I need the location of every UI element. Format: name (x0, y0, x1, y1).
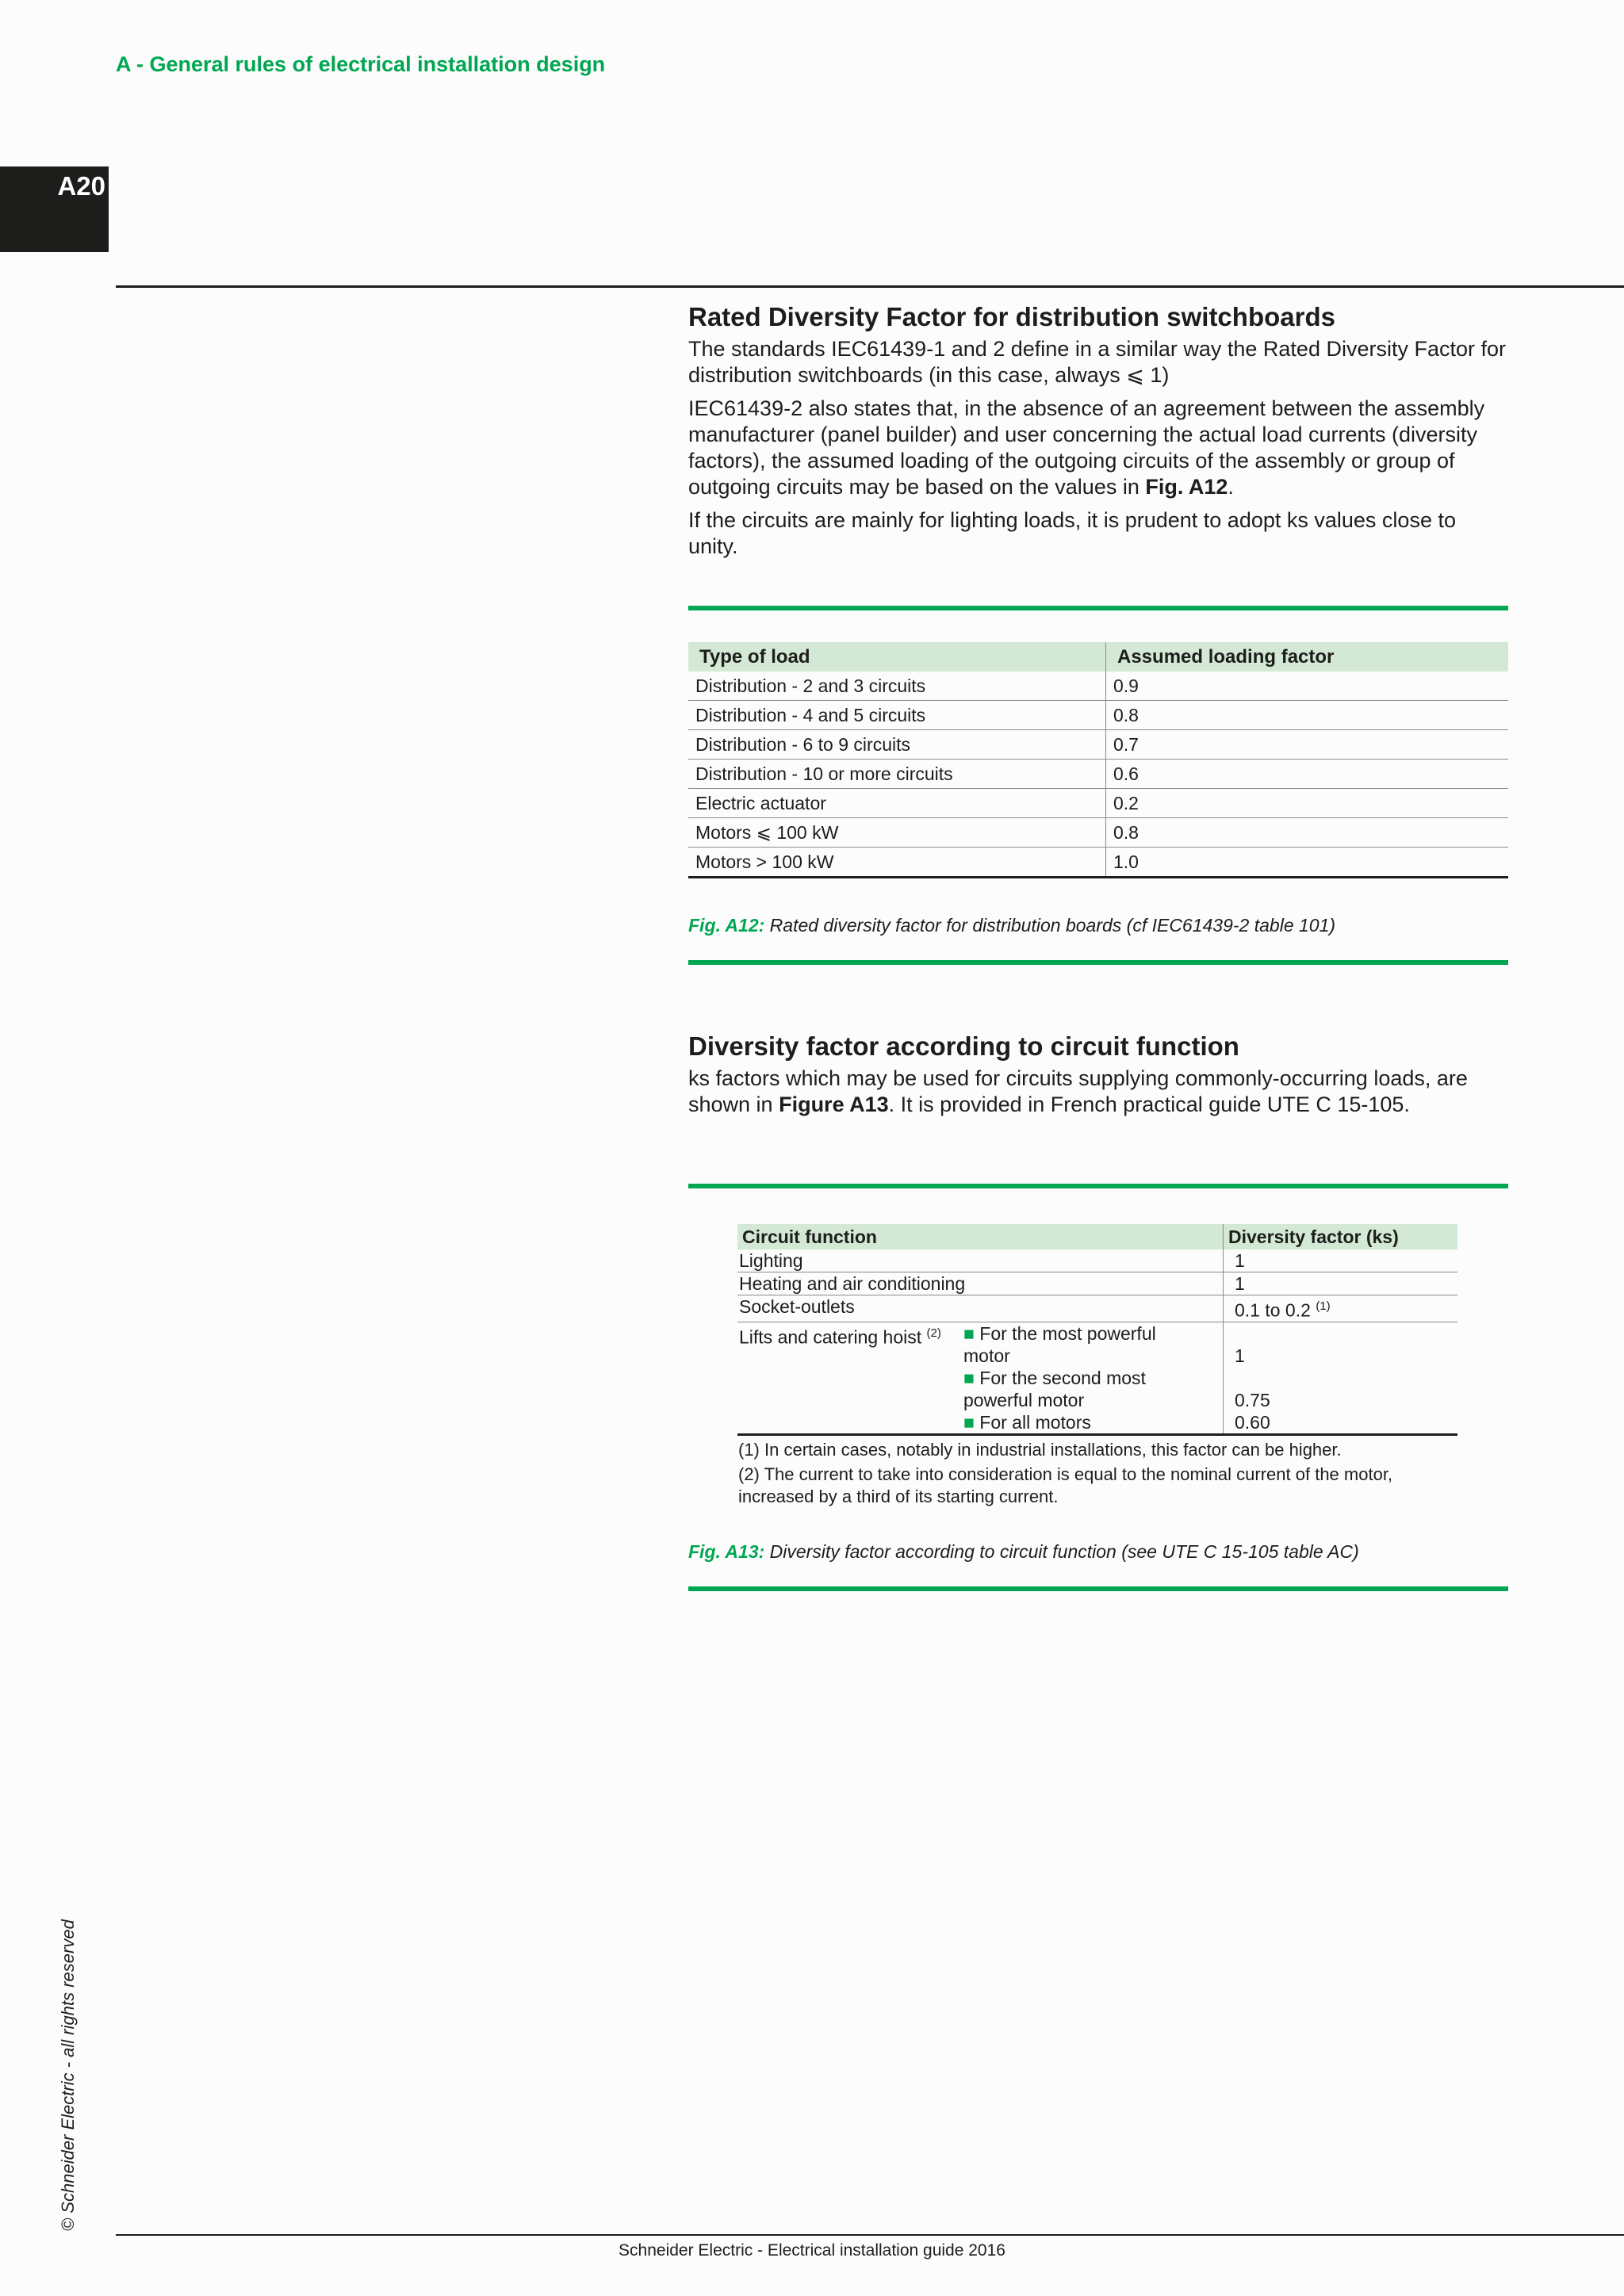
table-header-row (737, 1224, 1457, 1249)
table-row (688, 672, 1508, 701)
copyright-notice: © Schneider Electric - all rights reserved (58, 1919, 78, 2231)
load-type: Distribution - 2 and 3 circuits (688, 672, 1106, 701)
column-header: Circuit function (737, 1224, 1224, 1249)
figure-reference[interactable]: Figure A13 (779, 1093, 889, 1116)
circuit-function: Socket-outlets (737, 1295, 1224, 1322)
loading-factor: 0.2 (1106, 789, 1509, 818)
figure-a12 (688, 606, 1509, 965)
footnote: (2) The current to take into consideration is equal to the nominal current of the motor, increased by a third of its starting current. (738, 1464, 1393, 1506)
diversity-factor: 0.1 to 0.2 $^{(1)}$ (1224, 1295, 1458, 1322)
table-row (688, 818, 1508, 848)
column-header: Type of load (688, 642, 1106, 672)
bullet-icon: ■ (963, 1367, 975, 1388)
section-title: Rated Diversity Factor for distribution switchboards (688, 302, 1335, 331)
table-row (737, 1249, 1457, 1272)
table-header-row (688, 642, 1508, 672)
page-number-tab: A20 (0, 166, 109, 252)
circuit-function: Lifts and catering hoist $^{(2)}$ ■ For the most powerful motor ■ For the second most powerful motor ■ For all motors (737, 1322, 1224, 1434)
figure-top-rule (688, 606, 1508, 610)
load-type: Distribution - 10 or more circuits (688, 760, 1106, 789)
table-row (688, 848, 1508, 878)
table-row (737, 1295, 1457, 1322)
figure-reference[interactable]: Fig. A12 (1145, 475, 1228, 499)
column-header: Diversity factor (ks) (1224, 1224, 1458, 1249)
circuit-function: Heating and air conditioning (737, 1272, 1224, 1295)
figure-bottom-rule (688, 1586, 1508, 1591)
table-row (688, 760, 1508, 789)
loading-factor: 0.8 (1106, 701, 1509, 730)
figure-top-rule (688, 1184, 1508, 1188)
load-type: Electric actuator (688, 789, 1106, 818)
paragraph: If the circuits are mainly for lighting loads, it is prudent to adopt ks values close to unity. (688, 508, 1456, 558)
table-row (688, 701, 1508, 730)
table-row (737, 1272, 1457, 1295)
figure-a13 (688, 1184, 1509, 1591)
paragraph: ks factors which may be used for circuits supplying commonly-occurring loads, are shown in Figure A13. It is provided in French practical guide UTE C 15-105. (688, 1066, 1468, 1116)
bullet-icon: ■ (963, 1411, 975, 1433)
footnote: (1) In certain cases, notably in industrial installations, this factor can be higher. (738, 1439, 1342, 1460)
loading-factor-table (688, 642, 1508, 878)
loading-factor: 1.0 (1106, 848, 1509, 878)
loading-factor: 0.8 (1106, 818, 1509, 848)
table-row (737, 1322, 1457, 1434)
section-circuit-function (688, 1031, 1509, 1125)
loading-factor: 0.7 (1106, 730, 1509, 760)
load-type: Motors ⩽ 100 kW (688, 818, 1106, 848)
load-type: Distribution - 6 to 9 circuits (688, 730, 1106, 760)
column-header: Assumed loading factor (1106, 642, 1509, 672)
paragraph: IEC61439-2 also states that, in the absence of an agreement between the assembly manufacturer (panel builder) and user concerning the actual load currents (diversity factors), the assumed loading of the outgoing circuits of the assembly or group of outgoing circuits may be based on the values in Fig. A12. (688, 396, 1485, 499)
footer-text: Schneider Electric - Electrical installation guide 2016 (619, 2241, 1005, 2260)
circuit-function-table (737, 1224, 1457, 1436)
section-rated-diversity (688, 301, 1509, 567)
figure-caption: Fig. A12: Rated diversity factor for distribution boards (cf IEC61439-2 table 101) (688, 915, 1336, 936)
diversity-factor: 1 (1224, 1272, 1458, 1295)
load-type: Motors > 100 kW (688, 848, 1106, 878)
diversity-factor: 1 (1224, 1249, 1458, 1272)
diversity-factor: 1 0.75 0.60 (1224, 1322, 1458, 1434)
load-type: Distribution - 4 and 5 circuits (688, 701, 1106, 730)
table-row (688, 789, 1508, 818)
paragraph: The standards IEC61439-1 and 2 define in a similar way the Rated Diversity Factor for distribution switchboards (in this case, always ⩽ 1) (688, 337, 1506, 387)
table-notes (738, 1439, 1457, 1508)
header-rule (116, 285, 1624, 288)
figure-bottom-rule (688, 960, 1508, 965)
loading-factor: 0.9 (1106, 672, 1509, 701)
circuit-function: Lighting (737, 1249, 1224, 1272)
table-row (688, 730, 1508, 760)
footer-rule (116, 2234, 1624, 2236)
section-title: Diversity factor according to circuit function (688, 1031, 1239, 1061)
chapter-title: A - General rules of electrical installation design (116, 52, 606, 76)
figure-caption: Fig. A13: Diversity factor according to circuit function (see UTE C 15-105 table AC) (688, 1540, 1359, 1562)
loading-factor: 0.6 (1106, 760, 1509, 789)
bullet-icon: ■ (963, 1322, 975, 1344)
